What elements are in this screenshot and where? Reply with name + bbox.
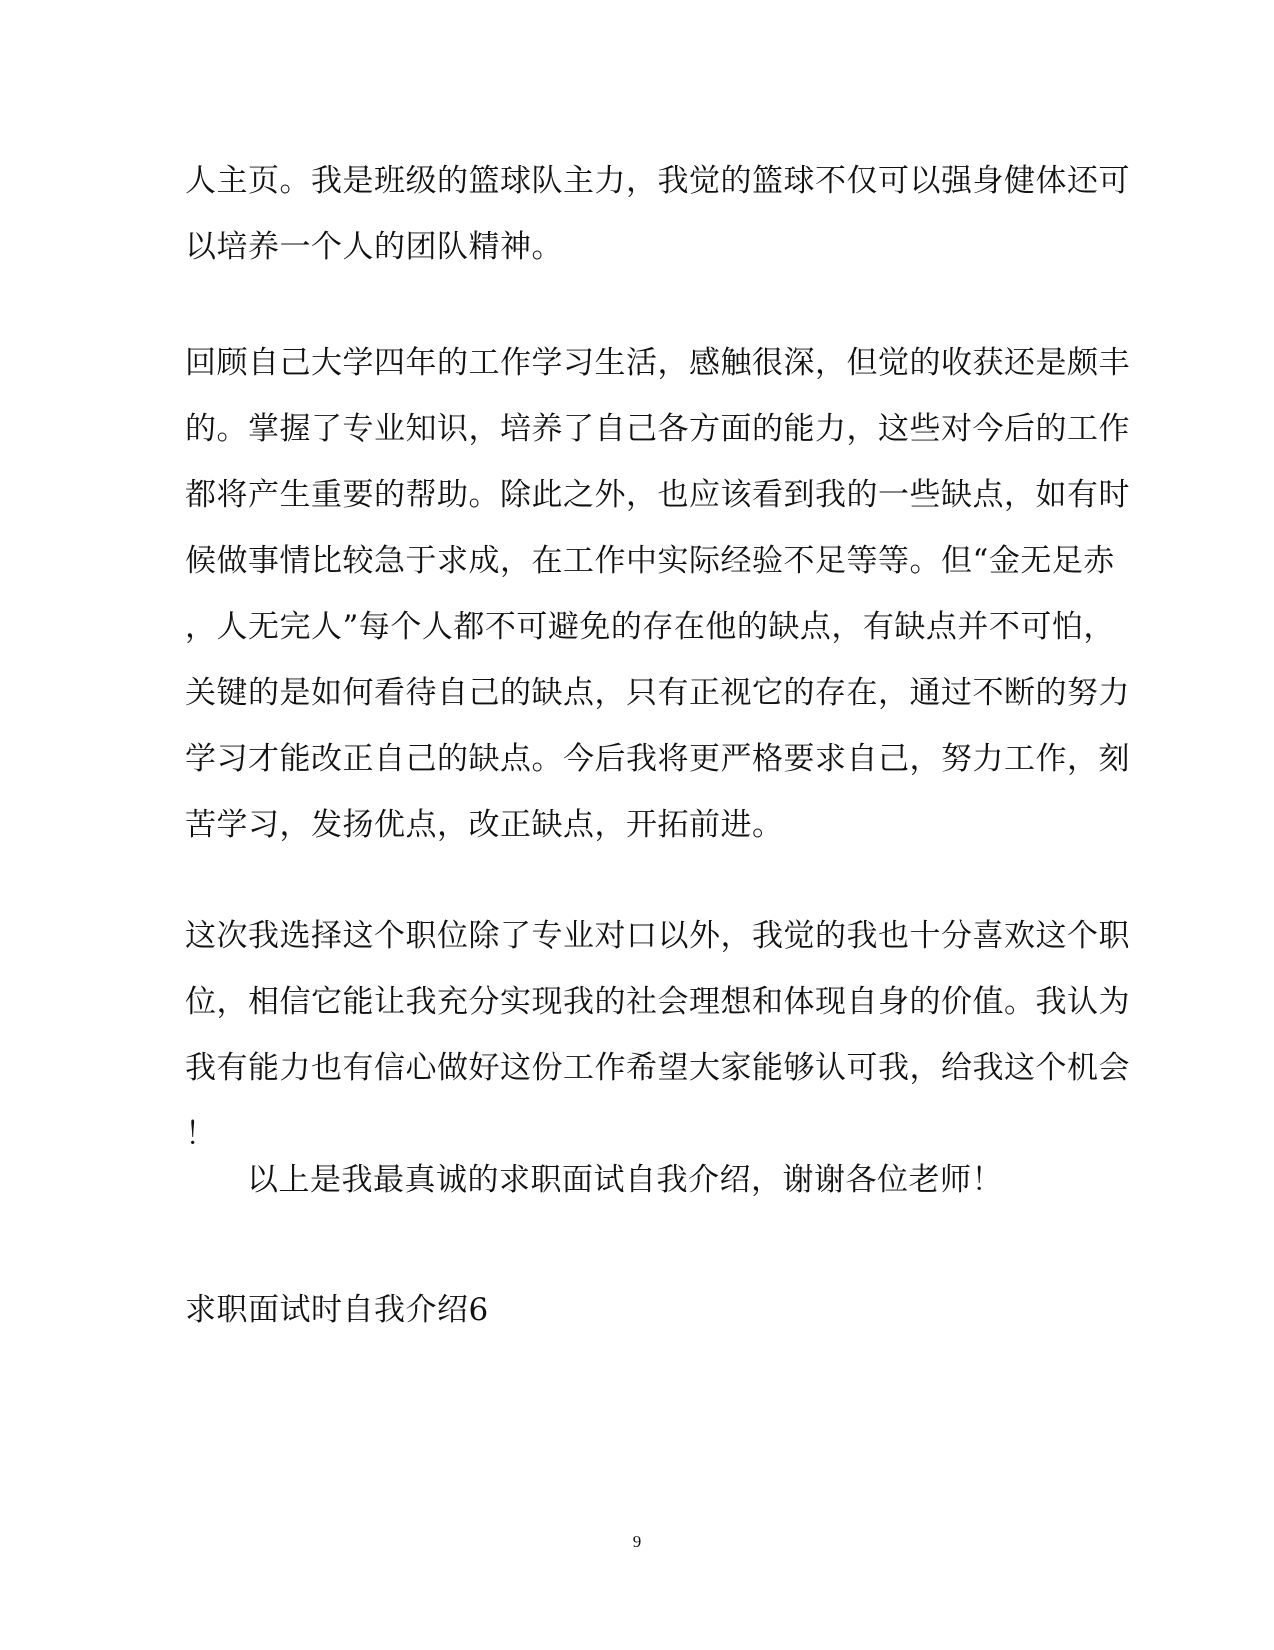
text-line: 回顾自己大学四年的工作学习生活，感触很深，但觉的收获还是颇丰 [185, 345, 1130, 381]
page-number: 9 [632, 1532, 642, 1551]
paragraph-position-choice [185, 903, 1130, 1167]
text-line: 苦学习，发扬优点，改正缺点，开拓前进。 [185, 807, 784, 843]
text-line: 位，相信它能让我充分实现我的社会理想和体现自身的价值。我认为 [185, 984, 1130, 1020]
heading-text: 求职面试时自我介绍6 [185, 1292, 489, 1328]
text-line: 这次我选择这个职位除了专业对口以外，我觉的我也十分喜欢这个职 [185, 918, 1130, 954]
text-line: ！ [185, 1116, 217, 1152]
text-line: 候做事情比较急于求成，在工作中实际经验不足等等。但“金无足赤 [185, 543, 1115, 579]
paragraph-reflection [185, 330, 1130, 858]
text-line: 的。掌握了专业知识，培养了自己各方面的能力，这些对今后的工作 [185, 411, 1130, 447]
text-line: ，人无完人”每个人都不可避免的存在他的缺点，有缺点并不可怕， [185, 609, 1115, 645]
text-line: 关键的是如何看待自己的缺点，只有正视它的存在，通过不断的努力 [185, 675, 1130, 711]
text-line: 人主页。我是班级的篮球队主力，我觉的篮球不仅可以强身健体还可 [185, 163, 1130, 199]
text-line: 我有能力也有信心做好这份工作希望大家能够认可我，给我这个机会 [185, 1050, 1130, 1086]
paragraph-closing [185, 1147, 1065, 1213]
text-line: 以培养一个人的团队精神。 [185, 229, 563, 265]
section-heading [185, 1277, 1065, 1343]
text-line: 以上是我最真诚的求职面试自我介绍，谢谢各位老师！ [247, 1162, 1003, 1198]
paragraph-hobbies [185, 148, 1130, 280]
text-line: 都将产生重要的帮助。除此之外，也应该看到我的一些缺点，如有时 [185, 477, 1130, 513]
text-line: 学习才能改正自己的缺点。今后我将更严格要求自己，努力工作，刻 [185, 741, 1130, 777]
